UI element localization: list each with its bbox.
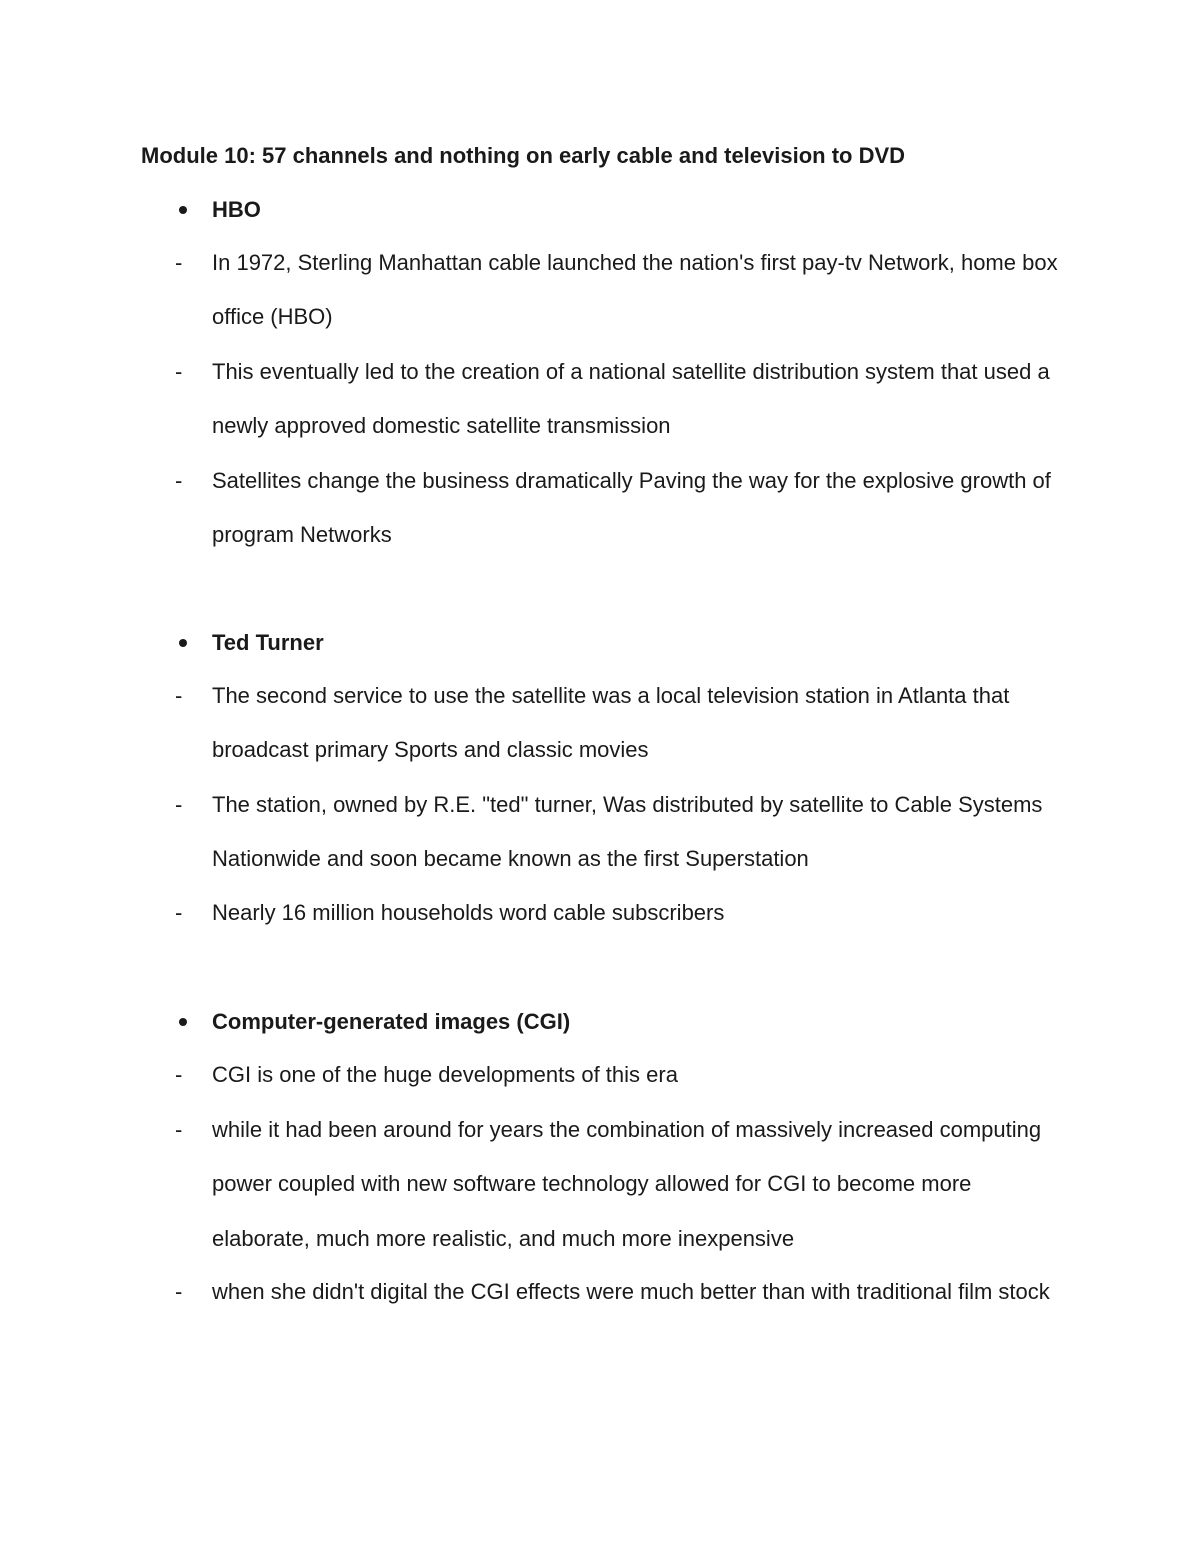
list-item (175, 1103, 1075, 1266)
page-title: Module 10: 57 channels and nothing on early cable and television to DVD (141, 143, 906, 168)
list-item (175, 1048, 1075, 1102)
list-item (175, 669, 1075, 778)
dash-icon: - (175, 250, 183, 275)
list-item (175, 236, 1075, 345)
list-item-text: while it had been around for years the combination of massively increased computing power coupled with new software technology allowed for CGI to become more elaborate, much more realistic, and much more inexpensive (212, 1117, 1042, 1251)
list-item-text: Satellites change the business dramatically Paving the way for the explosive growth of program Networks (212, 468, 1051, 548)
section-heading-text: HBO (212, 197, 261, 222)
list-item (175, 454, 1075, 563)
dash-icon: - (175, 359, 183, 384)
list-item-text: The station, owned by R.E. "ted" turner, Was distributed by satellite to Cable Systems Nationwide and soon became known as the first Superstation (212, 792, 1043, 872)
list-item-text: The second service to use the satellite was a local television station in Atlanta that broadcast primary Sports and classic movies (212, 683, 1010, 763)
bullet-icon (179, 206, 187, 214)
list-item (175, 886, 1075, 940)
list-item (175, 1265, 1075, 1319)
dash-icon: - (175, 683, 183, 708)
section-heading-text: Ted Turner (212, 630, 324, 655)
list-item (175, 778, 1075, 887)
list-item-text: This eventually led to the creation of a national satellite distribution system that used a newly approved domestic satellite transmission (212, 359, 1050, 439)
bullet-icon (179, 639, 187, 647)
dash-icon: - (175, 792, 183, 817)
list-item-text: Nearly 16 million households word cable subscribers (212, 900, 725, 925)
dash-icon: - (175, 1062, 183, 1087)
bullet-icon (179, 1018, 187, 1026)
section-heading-text: Computer-generated images (CGI) (212, 1009, 571, 1034)
dash-icon: - (175, 468, 183, 493)
dash-icon: - (175, 1279, 183, 1304)
list-item (175, 345, 1075, 454)
dash-icon: - (175, 1117, 183, 1142)
dash-icon: - (175, 900, 183, 925)
list-item-text: In 1972, Sterling Manhattan cable launched the nation's first pay-tv Network, home box office (HBO) (212, 250, 1058, 330)
list-item-text: when she didn't digital the CGI effects were much better than with traditional film stock (212, 1279, 1050, 1304)
list-item-text: CGI is one of the huge developments of this era (212, 1062, 678, 1087)
